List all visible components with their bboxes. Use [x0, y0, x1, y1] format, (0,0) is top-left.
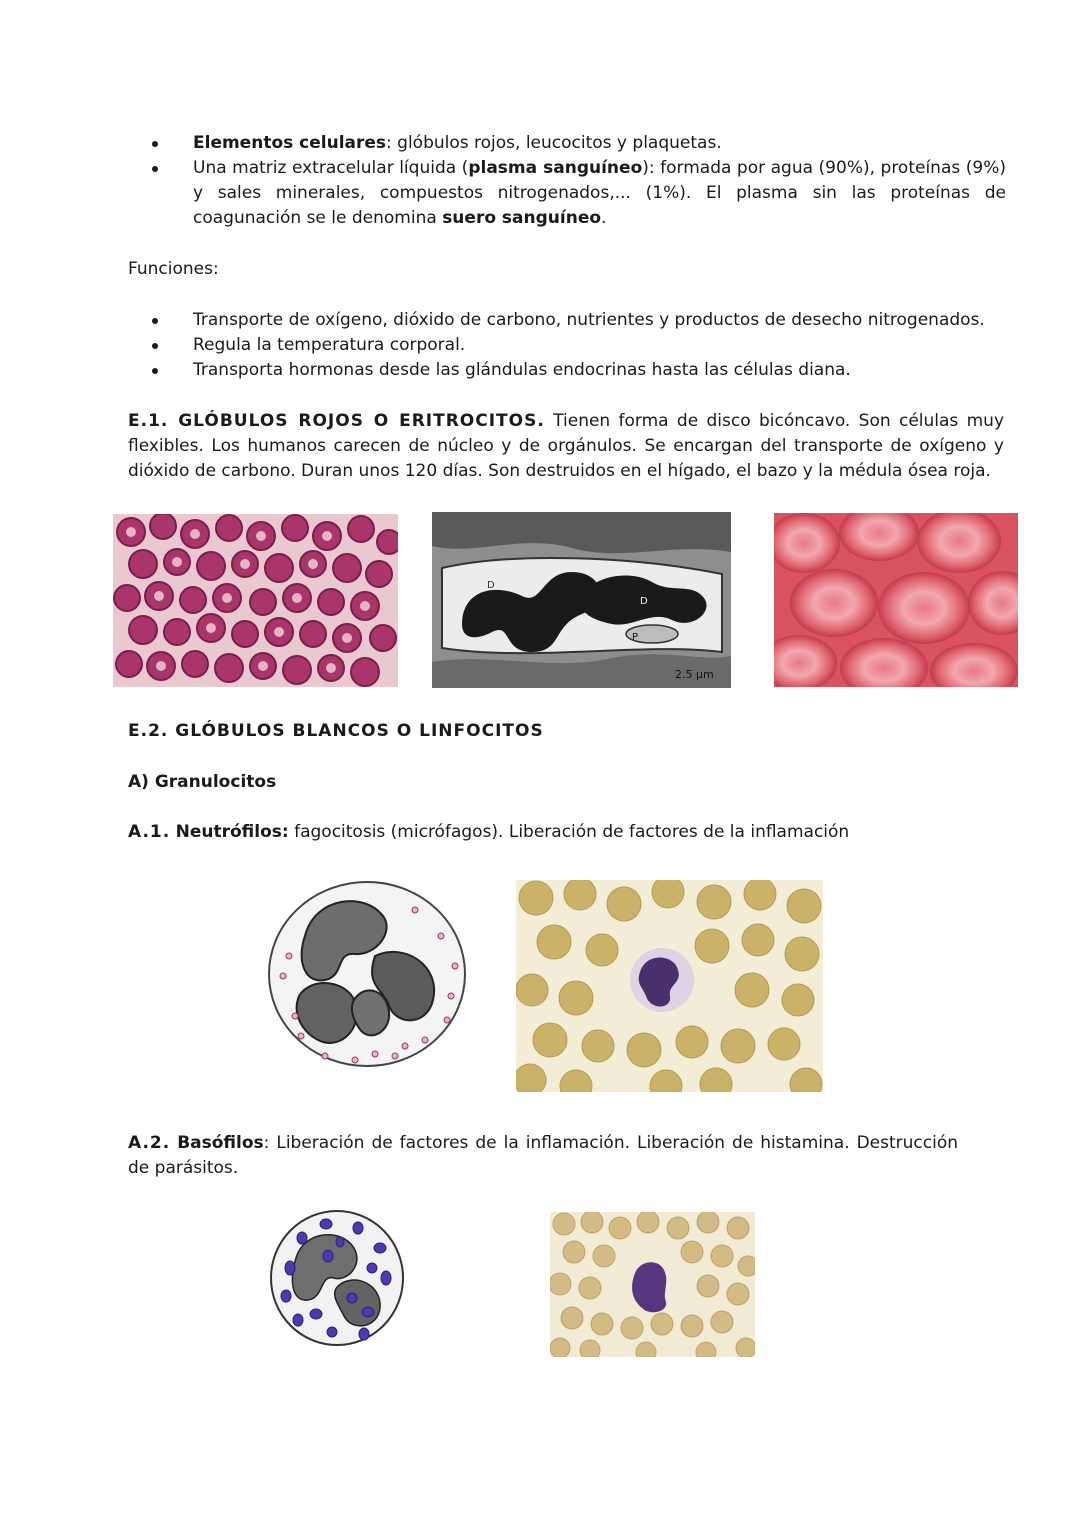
e1-heading: E.1. GLÓBULOS ROJOS O ERITROCITOS.: [128, 411, 545, 431]
basophil-illustration: [268, 1208, 406, 1348]
item-text: .: [601, 208, 607, 228]
bold-term: plasma sanguíneo: [468, 158, 643, 178]
rbc-smear-image: [113, 514, 398, 687]
neutrophil-illustration: [265, 876, 469, 1070]
e2-heading: [128, 719, 1004, 744]
rbc-electron-micrograph: [432, 512, 731, 688]
list-item: [128, 131, 1006, 156]
label-p: P: [632, 632, 639, 643]
granulocitos-heading-text: A) Granulocitos: [128, 772, 277, 792]
item-text: : glóbulos rojos, leucocitos y plaquetas.: [386, 133, 722, 153]
basophil-micrograph: [550, 1212, 755, 1357]
basofilos-label: A.2.: [128, 1133, 171, 1153]
bold-term: suero sanguíneo: [442, 208, 602, 228]
list-item: Transporta hormonas desde las glándulas endocrinas hasta las células diana.: [128, 358, 1006, 383]
funciones-list: [128, 308, 1006, 383]
scale-label: 2.5 μm: [675, 668, 714, 681]
e2-heading-text: E.2. GLÓBULOS BLANCOS O LINFOCITOS: [128, 721, 544, 741]
label-d1: D: [487, 580, 495, 591]
neutrofilos-label: A.1.: [128, 822, 171, 842]
neutrofilos-text: fagocitosis (micrófagos). Liberación de factores de la inflamación: [288, 822, 850, 842]
list-item: Transporte de oxígeno, dióxido de carbono, nutrientes y productos de desecho nitrogenados.: [128, 308, 1006, 333]
basofilos-text: : Liberación de factores de la inflamación. Liberación de histamina. Destrucción de parásitos.: [128, 1133, 958, 1178]
item-text: ): formada por agua (90%), proteínas (9%) y sales minerales, compuestos nitrogenados,... (1%). El plasma sin las proteínas de coagunación se le denomina: [193, 158, 1006, 228]
e1-paragraph: [128, 409, 1004, 484]
basofilos-paragraph: [128, 1131, 958, 1181]
neutrophil-micrograph: [516, 880, 823, 1092]
granulocitos-heading: [128, 770, 1004, 795]
label-d2: D: [640, 596, 648, 607]
funciones-label: Funciones:: [128, 259, 219, 279]
list-item: Regula la temperatura corporal.: [128, 333, 1006, 358]
neutrofilos-term: Neutrófilos:: [175, 822, 289, 842]
basofilos-term: Basófilos: [177, 1133, 264, 1153]
rbc-3d-render: [774, 513, 1018, 687]
item-text: Una matriz extracelular líquida (: [193, 158, 469, 178]
bold-term: Elementos celulares: [193, 133, 387, 153]
neutrofilos-paragraph: [128, 820, 1004, 845]
e1-text: Tienen forma de disco bicóncavo. Son células muy flexibles. Los humanos carecen de núcleo y de orgánulos. Se encargan del transporte de oxígeno y dióxido de carbono. Duran unos 120 días. Son destruidos en el hígado, el bazo y la médula ósea roja.: [128, 411, 1005, 481]
cell-elements-list: [128, 131, 1006, 231]
list-item: [128, 156, 1006, 231]
